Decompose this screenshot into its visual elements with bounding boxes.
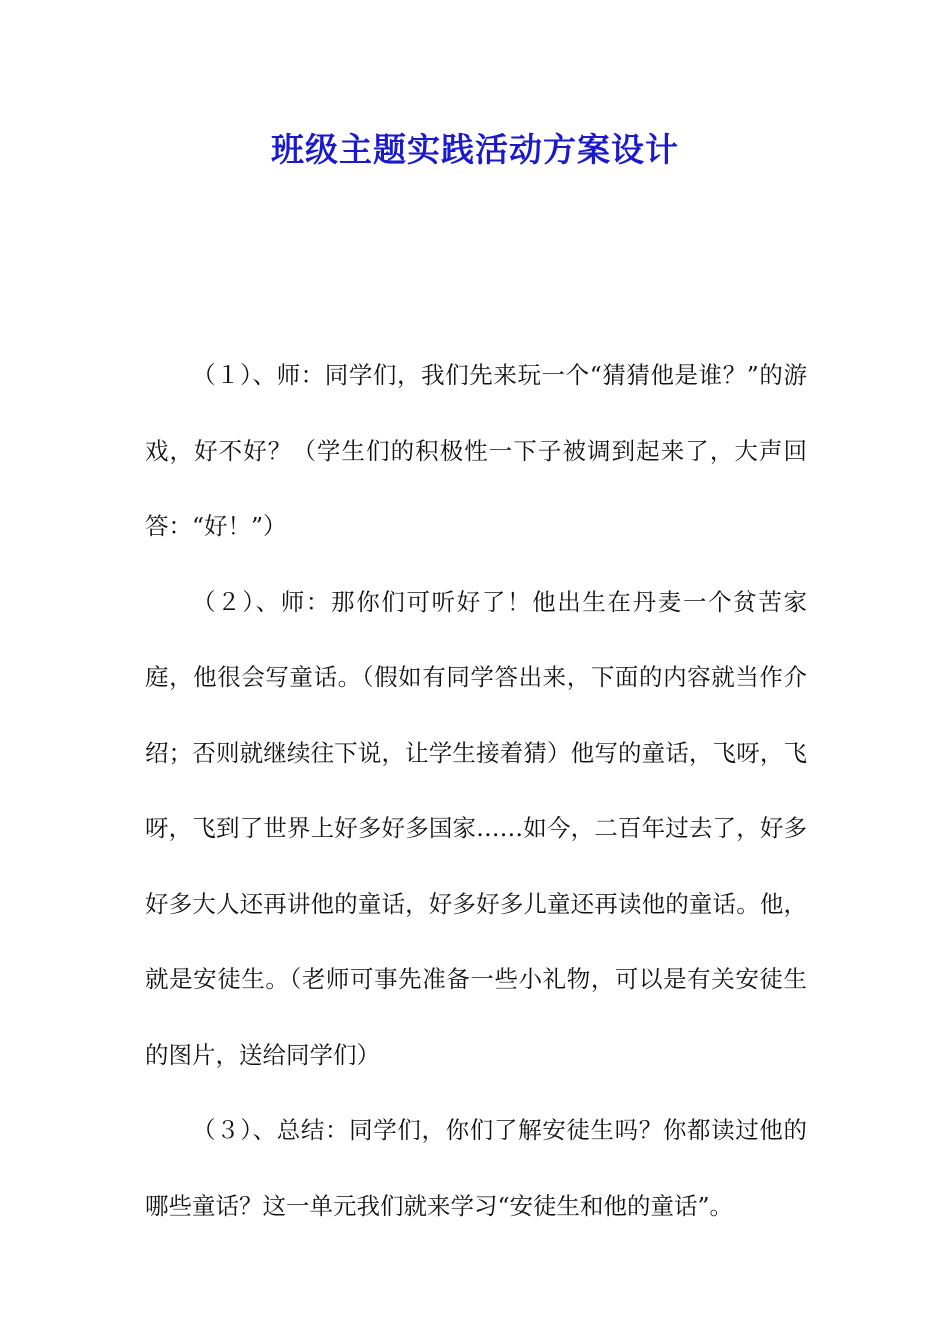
document-body: [145, 338, 807, 1244]
document-title: 班级主题实践活动方案设计: [271, 130, 679, 169]
paragraph-2: （２）、师：那你们可听好了！他出生在丹麦一个贫苦家庭，他很会写童话。（假如有同学答出来，下面的内容就当作介绍；否则就继续往下说，让学生接着猜）他写的童话，飞呀，飞呀，飞到了世界上好多好多国家……如今，二百年过去了，好多好多大人还再讲他的童话，好多好多儿童还再读他的童话。他，就是安徒生。（老师可事先准备一些小礼物，可以是有关安徒生的图片，送给同学们）: [145, 587, 807, 1069]
paragraph-3: （３）、总结：同学们，你们了解安徒生吗？你都读过他的哪些童话？这一单元我们就来学习“安徒生和他的童话”。: [145, 1116, 807, 1220]
paragraph-1: （１）、师：同学们，我们先来玩一个“猜猜他是谁？”的游戏，好不好？（学生们的积极性一下子被调到起来了，大声回答：“好！”）: [145, 361, 807, 540]
